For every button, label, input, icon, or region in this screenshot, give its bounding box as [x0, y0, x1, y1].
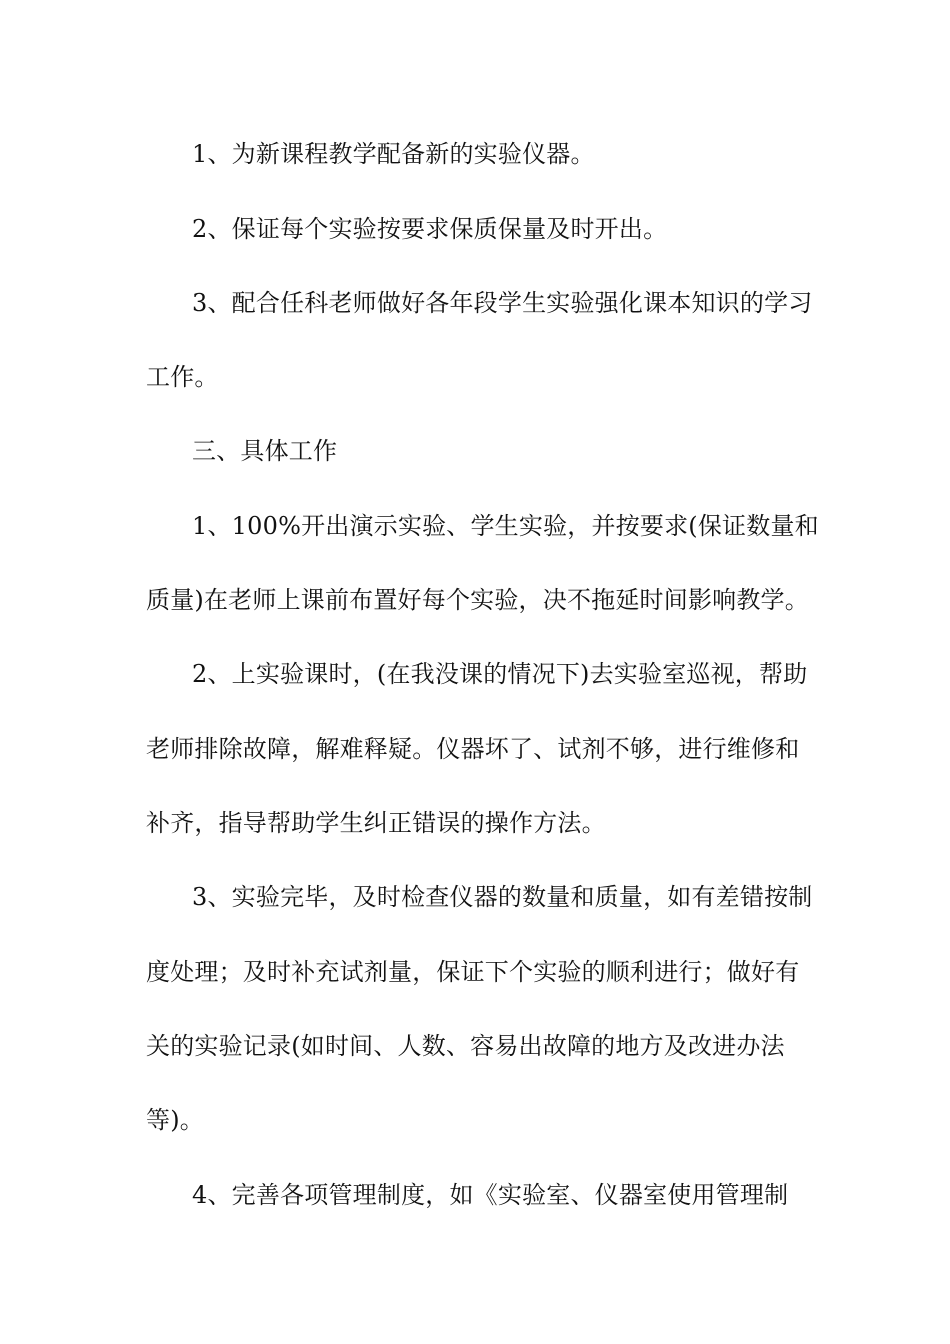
- text-line-goal-1: 1、为新课程教学配备新的实验仪器。: [192, 140, 595, 168]
- text-line-task-2: 2、上实验课时，(在我没课的情况下)去实验室巡视，帮助: [192, 660, 808, 688]
- text-line-task-2-cont-1: 老师排除故障，解难释疑。仪器坏了、试剂不够，进行维修和: [146, 735, 800, 763]
- text-line-task-3-cont-1: 度处理；及时补充试剂量，保证下个实验的顺利进行；做好有: [146, 958, 800, 986]
- text-line-task-3-cont-2: 关的实验记录(如时间、人数、容易出故障的地方及改进办法: [146, 1032, 785, 1060]
- text-line-goal-3: 3、配合任科老师做好各年段学生实验强化课本知识的学习: [192, 289, 813, 317]
- text-line-task-1-cont: 质量)在老师上课前布置好每个实验，决不拖延时间影响教学。: [146, 586, 809, 614]
- text-line-goal-2: 2、保证每个实验按要求保质保量及时开出。: [192, 215, 668, 243]
- text-line-task-3: 3、实验完毕，及时检查仪器的数量和质量，如有差错按制: [192, 883, 813, 911]
- text-line-task-1: 1、100%开出演示实验、学生实验，并按要求(保证数量和: [192, 512, 819, 540]
- text-line-task-2-cont-2: 补齐，指导帮助学生纠正错误的操作方法。: [146, 809, 606, 837]
- text-line-task-4: 4、完善各项管理制度，如《实验室、仪器室使用管理制: [192, 1181, 789, 1209]
- text-line-task-3-cont-3: 等)。: [146, 1106, 204, 1134]
- section-heading: 三、具体工作: [192, 437, 338, 465]
- text-line-goal-3-cont: 工作。: [146, 363, 219, 391]
